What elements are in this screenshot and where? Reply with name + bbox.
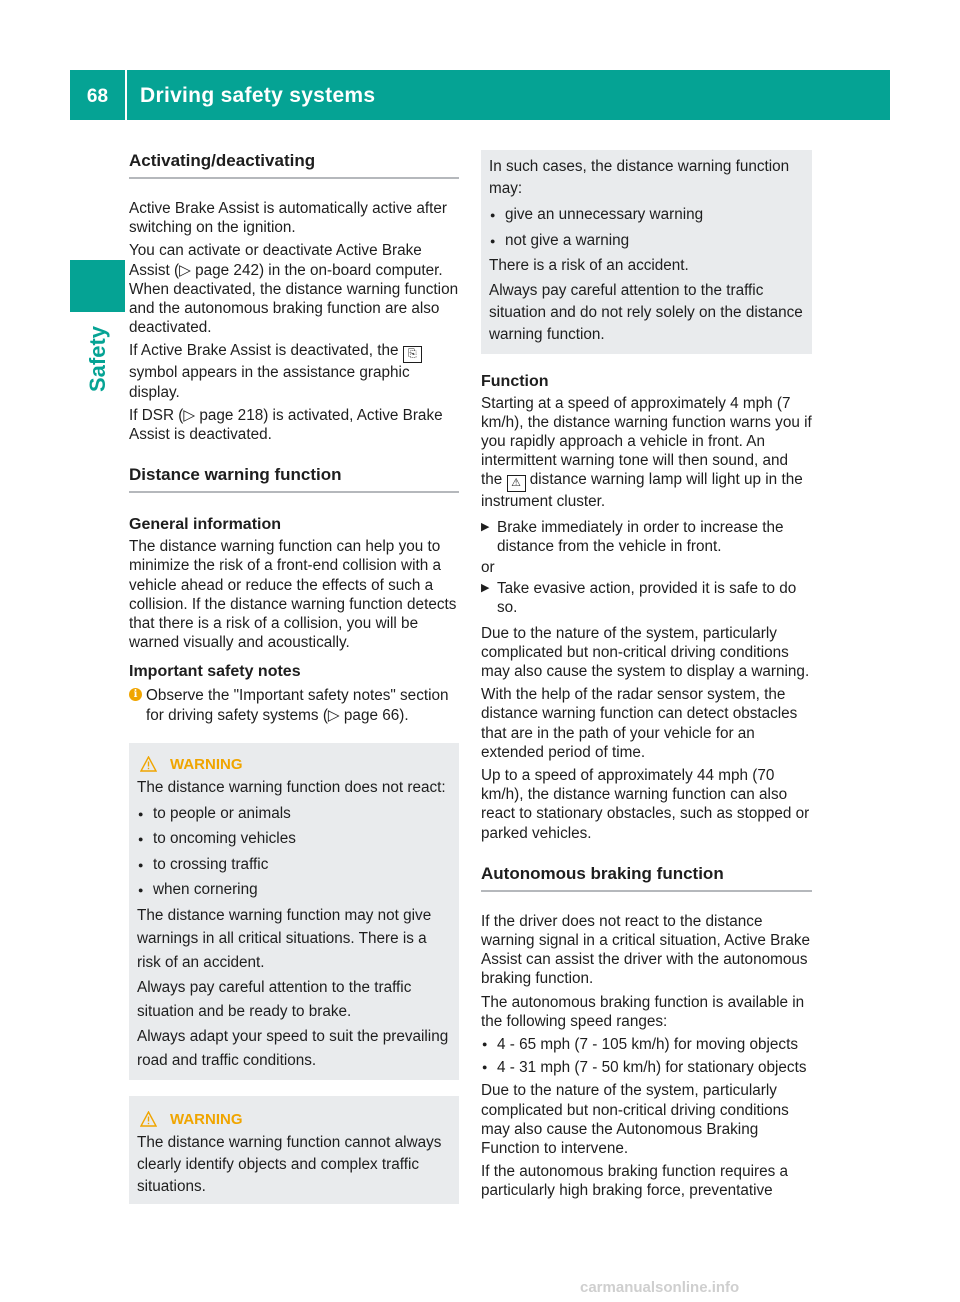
section-tab-block bbox=[70, 260, 125, 312]
paragraph: With the help of the radar sensor system, the distance warning function can detect obstacles that are in the path of your vehicle for an extended period of time. bbox=[481, 686, 798, 761]
list-item: ● when cornering bbox=[137, 878, 451, 902]
text: If Active Brake Assist is deactivated, the bbox=[129, 342, 399, 360]
paragraph bbox=[129, 341, 459, 401]
info-note bbox=[129, 686, 459, 724]
text: Starting at a speed of approximately 4 mph (7 km/h), the distance warning function warns you if you rapidly approach a vehicle in front. An intermittent warning tone will then sound, and the bbox=[481, 394, 812, 489]
distance-warning-lamp-icon: ⚠ bbox=[507, 475, 526, 492]
warning-intro: In such cases, the distance warning function may: bbox=[489, 158, 790, 197]
heading-activating: Activating/deactivating bbox=[129, 150, 459, 179]
paragraph bbox=[481, 394, 812, 512]
watermark: carmanualsonline.info bbox=[580, 1279, 740, 1296]
list-item: ● to people or animals bbox=[137, 802, 451, 826]
right-column bbox=[481, 150, 812, 1205]
warning-title bbox=[140, 1108, 451, 1132]
list-item: ● to crossing traffic bbox=[137, 853, 451, 877]
list-item: ● 4 - 31 mph (7 - 50 km/h) for stationary objects bbox=[481, 1058, 812, 1077]
warning-box bbox=[129, 743, 459, 1081]
heading-function: Function bbox=[481, 372, 549, 390]
warning-text: Always pay careful attention to the traffic situation and be ready to brake. bbox=[137, 979, 412, 1020]
warning-text: The distance warning function may not give warnings in all critical situations. There is a risk of an accident. bbox=[137, 906, 432, 971]
warning-title-text: WARNING bbox=[170, 755, 243, 773]
paragraph: The autonomous braking function is available in the following speed ranges: bbox=[481, 993, 805, 1030]
list-item: ● give an unnecessary warning bbox=[489, 203, 804, 227]
action-step: ▶ Take evasive action, provided it is safe to do so. bbox=[481, 579, 812, 617]
paragraph: If the autonomous braking function requires a particularly high braking force, preventative bbox=[481, 1163, 788, 1200]
paragraph: Active Brake Assist is automatically active after switching on the ignition. bbox=[129, 200, 447, 237]
action-step: ▶ Brake immediately in order to increase the distance from the vehicle in front. bbox=[481, 518, 812, 556]
paragraph: The distance warning function can help you to minimize the risk of a front-end collision with a vehicle ahead or reduce the effects of such a collision. If the distance warning function detects that there is a risk of a collision, you will be warned visually and acoustically. bbox=[129, 538, 457, 652]
info-icon: i bbox=[129, 688, 142, 701]
note-text: Observe the "Important safety notes" section for driving safety systems (▷ page 66). bbox=[146, 687, 449, 724]
left-column bbox=[129, 150, 459, 1204]
paragraph: If the driver does not react to the distance warning signal in a critical situation, Active Brake Assist can assist the driver with the autonomous braking function. bbox=[481, 912, 811, 988]
paragraph: You can activate or deactivate Active Brake Assist (▷ page 242) in the on-board computer. When deactivated, the distance warning function and the autonomous braking function are also deactivated. bbox=[129, 242, 459, 337]
warning-box bbox=[129, 1096, 459, 1204]
section-label bbox=[70, 318, 125, 400]
warning-intro: The distance warning function does not react: bbox=[137, 779, 446, 797]
text: distance warning lamp will light up in the instrument cluster. bbox=[481, 471, 803, 511]
section-label-text: Safety bbox=[84, 325, 110, 393]
paragraph: Due to the nature of the system, particularly complicated but non-critical driving conditions may also cause the system to display a warning. bbox=[481, 624, 810, 680]
page-number: 68 bbox=[86, 86, 109, 107]
header-divider bbox=[125, 70, 127, 120]
paragraph: or bbox=[481, 558, 495, 576]
warning-triangle-icon bbox=[140, 1111, 157, 1127]
text: symbol appears in the assistance graphic display. bbox=[129, 364, 410, 401]
warning-title-text: WARNING bbox=[170, 1111, 243, 1129]
warning-title bbox=[140, 753, 451, 777]
heading-general-info: General information bbox=[129, 516, 282, 534]
warning-text: Always pay careful attention to the traffic situation and do not rely solely on the distance warning function. bbox=[489, 281, 803, 343]
paragraph: Up to a speed of approximately 44 mph (70 km/h), the distance warning function can also react to stationary obstacles, such as stopped or parked vehicles. bbox=[481, 766, 810, 842]
paragraph: If DSR (▷ page 218) is activated, Active Brake Assist is deactivated. bbox=[129, 406, 443, 444]
warning-text: There is a risk of an accident. bbox=[489, 257, 689, 274]
heading-safety-notes: Important safety notes bbox=[129, 663, 301, 681]
list-item: ● 4 - 65 mph (7 - 105 km/h) for moving objects bbox=[481, 1035, 812, 1054]
paragraph: Due to the nature of the system, particularly complicated but non-critical driving conditions may also cause the Autonomous Braking Function to intervene. bbox=[481, 1082, 789, 1157]
warning-triangle-icon bbox=[140, 756, 157, 772]
list-item: ● not give a warning bbox=[489, 229, 804, 253]
warning-text: The distance warning function cannot always clearly identify objects and complex traffic situations. bbox=[137, 1133, 442, 1195]
warning-text: Always adapt your speed to suit the prevailing road and traffic conditions. bbox=[137, 1028, 449, 1069]
list-item: ● to oncoming vehicles bbox=[137, 827, 451, 851]
heading-distance-warning: Distance warning function bbox=[129, 464, 459, 493]
abs-off-icon: ⎘ bbox=[403, 346, 422, 363]
heading-autonomous-braking: Autonomous braking function bbox=[481, 863, 812, 892]
warning-box-continued bbox=[481, 150, 812, 354]
page-title: Driving safety systems bbox=[140, 84, 376, 107]
